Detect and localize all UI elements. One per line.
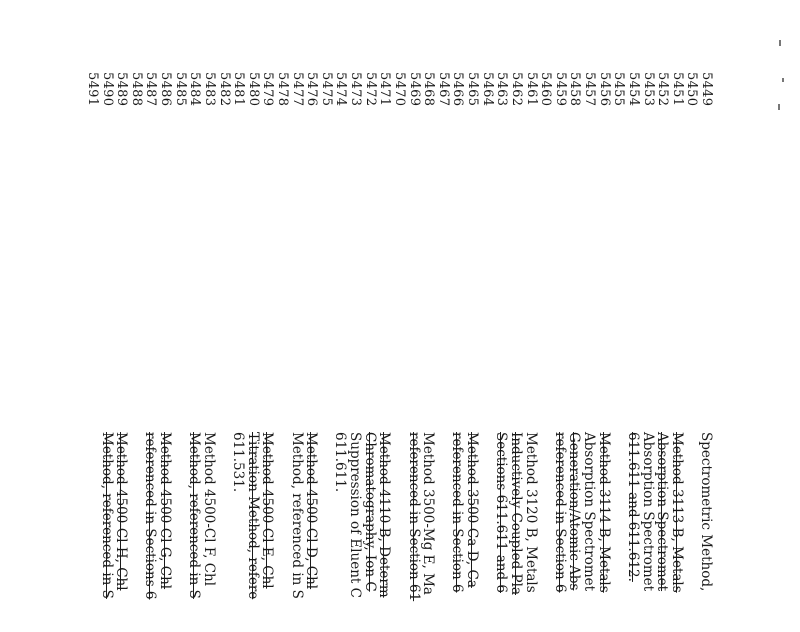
text-line: Sections 611.611 and 6 [493, 432, 510, 593]
line-number: 5450 [684, 72, 700, 107]
text-line: Method 3114 B, Metals [595, 432, 612, 593]
text-line: Method 4110 B, Determ [376, 432, 393, 598]
line-number: 5464 [479, 72, 495, 107]
text-line: Method 4500-Cl G, Chl [157, 432, 174, 590]
line-number: 5459 [552, 72, 568, 107]
text-line: referenced in Section 6 [551, 432, 568, 593]
line-number: 5466 [450, 72, 466, 107]
line-number: 5489 [114, 72, 130, 107]
line-number-column [84, 72, 714, 192]
text-line: Method, referenced in S [288, 432, 305, 599]
text-line: Method, referenced in S [98, 432, 115, 599]
text-line: Method 4500-Cl D, Chl [303, 432, 320, 590]
line-number: 5475 [318, 72, 334, 107]
line-number: 5454 [625, 72, 641, 107]
line-number: 5461 [523, 72, 539, 107]
line-number: 5491 [84, 72, 100, 107]
text-line: referenced in Section 61 [405, 432, 422, 602]
line-number: 5477 [289, 72, 305, 107]
text-line: Absorption Spectromet [654, 432, 671, 592]
text-line: referenced in Sections 6 [142, 432, 159, 600]
line-number: 5488 [128, 72, 144, 107]
line-number: 5485 [172, 72, 188, 107]
line-number: 5455 [611, 72, 627, 107]
line-number: 5458 [567, 72, 583, 107]
line-number: 5453 [640, 72, 656, 107]
line-number: 5460 [538, 72, 554, 107]
text-line: Titration Method, refere [244, 432, 261, 600]
line-number: 5468 [421, 72, 437, 107]
text-line: Method 4500-Cl H, Chl [113, 432, 130, 591]
text-line: Absorption Spectromet [639, 432, 656, 592]
text-line: 611.531. [230, 432, 247, 493]
line-number: 5487 [143, 72, 159, 107]
text-line: Spectrometric Method, [698, 432, 714, 592]
margin-mark [779, 40, 781, 46]
line-number: 5471 [377, 72, 393, 107]
line-number: 5472 [362, 72, 378, 107]
line-number: 5478 [275, 72, 291, 107]
text-line: Method 3500-Mg E, Ma [420, 432, 437, 595]
line-number: 5474 [333, 72, 349, 107]
text-line: Inductively Coupled Pla [507, 432, 524, 596]
line-number: 5465 [465, 72, 481, 107]
line-number: 5482 [216, 72, 232, 107]
text-line: 611.611. [332, 432, 349, 493]
text-line: Method 4500-Cl E, Chl [259, 432, 276, 589]
margin-mark [782, 78, 784, 82]
line-number: 5457 [582, 72, 598, 107]
text-column [93, 432, 713, 632]
text-line: Method 3113 B, Metals [668, 432, 685, 593]
line-number: 5463 [494, 72, 510, 107]
line-number: 5490 [99, 72, 115, 107]
text-line: referenced in Section 6 [449, 432, 466, 593]
line-number: 5470 [391, 72, 407, 107]
line-number: 5480 [245, 72, 261, 107]
line-number: 5452 [655, 72, 671, 107]
text-line: 611.611 and 611.612. [624, 432, 641, 582]
line-number: 5462 [508, 72, 524, 107]
text-line: Method 3500-Ca D, Ca [464, 432, 481, 588]
line-number: 5481 [231, 72, 247, 107]
margin-mark [778, 104, 780, 110]
line-number: 5483 [201, 72, 217, 107]
line-number: 5469 [406, 72, 422, 107]
text-line: Method 3120 B, Metals [522, 432, 539, 593]
text-line: Method, referenced in S [186, 432, 203, 599]
line-number: 5486 [158, 72, 174, 107]
text-line: Method 4500-Cl F, Chl [200, 432, 217, 587]
line-number: 5473 [348, 72, 364, 107]
line-number: 5484 [187, 72, 203, 107]
text-line: Chromatography, Ion C [361, 432, 378, 592]
line-number: 5456 [596, 72, 612, 107]
line-number: 5467 [435, 72, 451, 107]
text-line: Absorption Spectromet [581, 432, 598, 592]
line-number: 5479 [260, 72, 276, 107]
line-number: 5476 [304, 72, 320, 107]
text-line: Generation/Atomic Abs [566, 432, 583, 591]
line-number: 5449 [699, 72, 714, 107]
line-number: 5451 [669, 72, 685, 107]
text-line: Suppression of Eluent C [347, 432, 364, 598]
